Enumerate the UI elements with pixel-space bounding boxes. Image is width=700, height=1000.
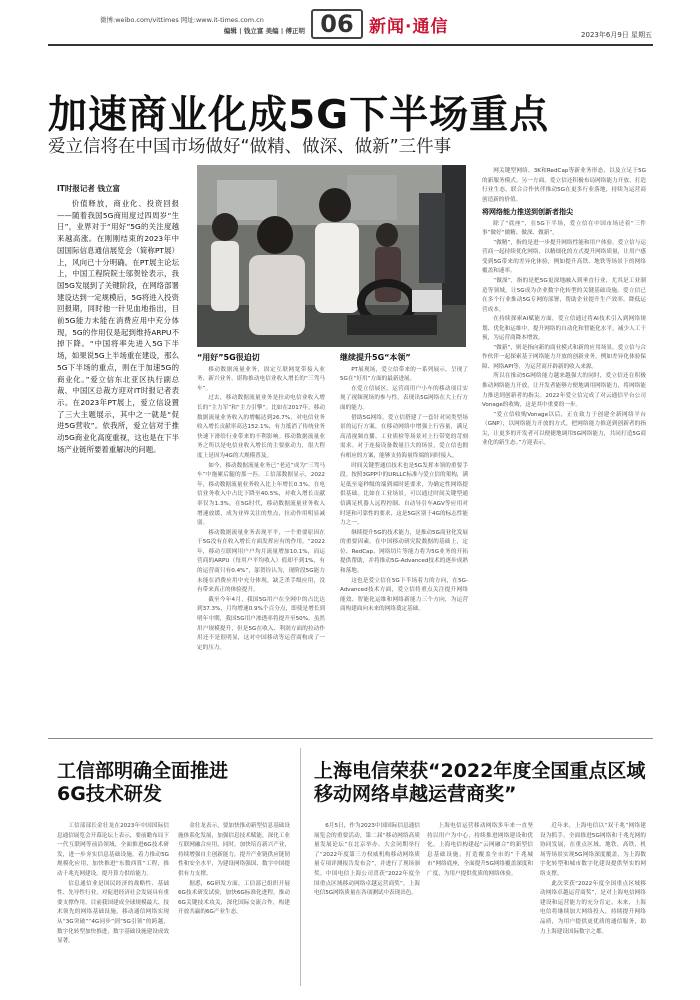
headline-line: 上海电信荣获“2022年度全国重点区域 [314, 760, 646, 782]
story-bottom-left-headline [57, 760, 228, 806]
section3-paragraph: “爱立信收购Vonage以后，正在致力于创建全新网络平台（GNP），以网络能力开放的方式，把网络能力推送到创新者的指尖，让更多的开发者可以便捷地调用5G网络能力，共同打造5G商业化的新生态。”方迎表示。 [482, 411, 646, 447]
section3-paragraph: 除了“底座”，在5G下半场，爱立信在中国市场还着“三件事”做好“做精、做深、做新”。 [482, 220, 646, 237]
headline-line: 6G技术研发 [57, 783, 162, 805]
section3-paragraph: 在持续探索AI赋能方面，爱立信通过将AI技术引入到网络规划、优化和运维中，提升网络的自动化和智能化水平，减少人工干预，为运营商降本增效。 [482, 316, 646, 342]
expo-photo [197, 165, 466, 347]
story-paragraph: 近年来，上海电信以“双千兆”网络建设为抓手，全面推进5G网络和千兆光网的协同发展，在重点区域、地铁、高铁、机场等场景实现5G网络深度覆盖，为上海数字化转型和城市数字化建设提供坚实的网络支撑。 [540, 823, 646, 877]
byline: IT时报记者 钱立富 [57, 184, 121, 193]
article-column-2 [197, 353, 325, 728]
section-number: 06 [311, 9, 363, 39]
story-paragraph: 此次荣获“2022年度全国重点区域移动网络卓越运营商奖”，是对上海电信网络建设和运营能力的充分肯定。未来，上海电信将继续加大网络投入，持续提升网络品质，为用户提供更优质的通信服务，助力上海建设国际数字之都。 [540, 880, 646, 935]
story-paragraph: 上海电信运营移动网络多年来一直坚持以用户为中心，持续推进网络建设和优化。上海电信构建起“云网融合”的新型信息基础设施，打造覆盖全市的“千兆城市”网络底座，全面提升5G网络覆盖深度和广度，为用户提供优质的网络体验。 [427, 823, 533, 877]
section-name: 新闻·通信 [369, 17, 449, 37]
story-paragraph: 据悉，6G研发方面，工信部已组织开展6G技术研发试验，加快6G标准化进程，推动6G关键技术攻关，深化国际交流合作，构建开放共赢的6G产业生态。 [178, 880, 290, 916]
story-bottom-left-col-2 [178, 822, 290, 987]
story-paragraph: 金壮龙表示，要加快推动新型信息基础设施体系化发展，加强信息技术赋能，深化工业互联网融合应用，同时，加快培育新兴产业，持续增强自主创新能力，提升产业链供应链韧性和安全水平，为建设网络强国、数字中国提供有力支撑。 [178, 823, 290, 877]
main-headline: 加速商业化成5G下半场重点 [48, 93, 550, 138]
story-bottom-right-headline [314, 760, 654, 806]
story-paragraph: 6月5日，作为2023中国国际信息通信展览会的重要活动，第二届“移动网络高质量发展论坛”在北京举办。大会同期举行了“2022年度第三方权威机构移动网络质量专项评测报告发布会”，并进行了现场颁奖。中国电信上海公司喜获“2022年度全国重点区域移动网络卓越运营商奖”，上海电信5G网络质量在各项测试中表现出色。 [314, 823, 420, 897]
story-paragraph: 工信部部长金壮龙在2023年中国国际信息通信展览会开幕论坛上表示，要前瞻布局下一代互联网等前沿领域，全面推进6G技术研发，进一步夯实信息基础设施，着力推动5G规模化应用，加快推进“东数西算”工程，推动千兆光网建设，提升算力供给能力。 [57, 823, 169, 877]
expo-photo-illustration [197, 165, 466, 347]
section1-paragraph: 过去，移动数据流量业务是拉动电信业收入增长的“主力军”和“主力引擎”。比如在2017年，移动数据流量业务收入的增幅达到26.7%，对电信业务收入增长贡献率高达152.1%，有力抵消了传统业务快速下滑给行业带来的不利影响。移动数据流量业务之所以是电信业收入增长的主要驱动力，很大程度上是因为4G的大规模普及。 [197, 395, 325, 459]
right-col-paragraph: 网关键型网络、3K和RedCap等新业务形态，以及立足于5G的新服务模式。另一方面，爱立信还积极布局网络能力开放、打造行业生态，联合合作伙伴推动5G在更多行业落地，持续为运营商创造新的价值。 [482, 168, 646, 203]
section2-paragraph: PT展现场，爱立信带来的一系列展示，呈现了5G在“好用”方面的最新进展。 [340, 366, 468, 383]
lead-paragraph: 价值释放，商业化、投资回报——随着我国5G商用度过四周岁“生日”，业界对于“用好”5G的关注度越来越高涨。在刚刚结束的2023年中国国际信息通信展览会（简称PT展）上，风向已十分明确。在PT展主论坛上，中国工程院院士邬贺铨表示，我国5G发展到了关键阶段，在网络部署建设达到一定规模后，5G将进入投资回报期，同时他一针见血地指出，目前5G能力未能在消费应用中充分体现，5G的作用仅是起到维持ARPU不掉下降。“中国将率先进入5G下半场，如果说5G上半场重在建设，那么5G下半场的重点，则在于加速5G的商业化。”爱立信东北亚区执行副总裁、中国区总裁方迎对IT时报记者表示。在2023年PT展上，爱立信设置了三大主题展示，其中之一就是“促进5G营收”。依我所，爱立信对于推动5G商业化高度重视，这也是在下半场产业链所要着重解决的问题。 [57, 199, 179, 454]
section2-paragraph: 继续提升5G的技术能力，是推动5G商业化发展的重要因素。在中国移动研究院数据的基础上，定位、RedCap、网络切片等能力将为5G业务的开拓提供帮助，并将推动5G-Advanced技术的逐步成熟和落地。 [340, 529, 468, 575]
section3-paragraph: “做深”，指的是把5G更深地融入到垂直行业，尤其是工业制造等领域，让5G成为企业数字化转型的关键基础设施。爱立信已在多个行业推动5G专网的部署，帮助企业提升生产效率、降低运营成本。 [482, 278, 646, 313]
section1-paragraph: 如今，移动数据流量业务已“老迈”成为“三驾马车”中拖累后腿的那一匹。工信部数据显示，2022年，移动数据流量业务收入比上年增长0.3%，在电信业务收入中占比下降至40.5%，对收入增长贡献率仅为1.3%。在5G时代，移动数据流量业务收入增速放缓，成为业界关注的焦点，拉动作用明显减弱。 [197, 462, 325, 527]
story-bottom-right-col-2 [427, 822, 533, 987]
section2-paragraph: 时间关键型通信技术也是5G发挥本领的重要手段。按照3GPP中的URLLC标准与爱立信的架构，满足低至毫秒级的端到端时延要求，为确定性网络提供基础。比如在工业场景，可以通过时间关键型通信满足机器人远程控制、自动导引车AGV等应用对时延和可靠性的要求，这是5G区别于4G的标志性能力之一。 [340, 462, 468, 527]
section2-title: 继续提升5G“本领” [340, 353, 411, 362]
section1-paragraph: 移动数据流量业务表现平平，一个重要原因在于5G没有在收入增长方面发挥应有的作用。“2022年，移动互联网用户户均月流量增加10.1%，而运营商的ARPU（每用户平均收入）值却不到1%，有的运营商只有0.4%”，邬贺铨认为，现阶段5G能力未能在消费应用中充分体现，缺乏杀手级应用，没有带来真正的体验提升。 [197, 529, 325, 594]
weibo-url-line: 微博:weibo.com/vittimes 网址:www.it-times.com.cn [100, 16, 264, 24]
section1-paragraph: 移动数据流量业务，固定互联网宽带接入业务、新兴业务，堪称推动电信业收入增长的“三驾马车”。 [197, 366, 325, 392]
section3-paragraph: “做精”，指的是进一步提升网络性能和用户体验。爱立信与运营商一起持续优化网络，以精细化的方式提升网络质量，让用户感受到5G带来的差异化体验，例如提升高铁、地铁等场景下的网络覆盖和速率。 [482, 239, 646, 275]
story-bottom-right-col-1 [314, 822, 420, 987]
section2-paragraph: 这也是爱立信在5G下半场着力的方向，在5G-Advanced技术方面，爱立信将重点关注提升网络能效、智能化运维和网络新能力三个方向，为运营商构建面向未来的网络奠定基础。 [340, 577, 468, 613]
editors-line: 编辑 | 钱立富 美编 | 傅正明 [223, 27, 305, 35]
main-subhead: 爱立信将在中国市场做好“做精、做深、做新”三件事 [48, 137, 452, 157]
article-column-4 [482, 167, 646, 728]
masthead-meta [100, 15, 305, 37]
column-divider [300, 748, 301, 986]
section3-title: 将网络能力推送到创新者指尖 [482, 208, 573, 217]
section-divider [48, 738, 653, 739]
section3-paragraph: 所以在推动5G网络能力越来越强大的同时，爱立信还在积极推动网络能力开放，让开发者能够方便地调用网络能力，将网络能力推送到创新者的指尖。2022年爱立信完成了对云通信平台公司Vonage的收购，这是其中重要的一步。 [482, 373, 646, 409]
headline-line: 工信部明确全面推进 [57, 760, 229, 782]
story-bottom-right-col-3 [540, 822, 646, 987]
section2-paragraph: 借助5G网络，爱立信搭建了一套针对同类型场景的运行方案，在移动网络中增强上行容量，满足高清视频直播、工业质检等场景对上行带宽的苛刻需求。对于连接设备数量巨大的场景，爱立信也拥有相应的方案，能够支持海量终端的同时接入。 [340, 414, 468, 459]
section2-paragraph: 在爱立信展区，运营商用户小车的移动项目实现了视频现场的参与性，表现出5G网络在大上行方面的能力。 [340, 385, 468, 411]
article-column-3 [340, 353, 468, 728]
headline-line: 移动网络卓越运营商奖” [314, 783, 517, 805]
story-paragraph: 信息通信业是国民经济的战略性、基础性、先导性行业，对促进经济社会发展具有重要支撑作用。目前我国建成全球规模最大、技术领先的网络基础设施，移动通信网络实现从“3G突破”“4G同步”到“5G引领”的跨越，数字化转型加快推进，数字基础设施建设成效显著。 [57, 880, 169, 945]
header-rule [48, 44, 653, 46]
issue-date: 2023年6月9日 星期五 [581, 31, 652, 39]
section1-paragraph: 截至今年4月，我国5G用户在全网中的占比达到37.3%，月均增速0.9%个百分点，即使是增长到明年中期，我国5G用户渗透率将提升至50%。虽然用户规模提升，但是5G在收入、利润方面的拉动作用还不是很明显，这对中国移动等运营商构成了一定的压力。 [197, 596, 325, 651]
story-bottom-left-col-1 [57, 822, 169, 987]
section1-title: “用好”5G很迫切 [197, 353, 260, 362]
section3-paragraph: “做新”，则是指向新的商业模式和新的应用场景。爱立信与合作伙伴一起探索基于网络能力开放的创新业务，例如差异化体验保障、网络API等，为运营商开辟新的收入来源。 [482, 344, 646, 370]
